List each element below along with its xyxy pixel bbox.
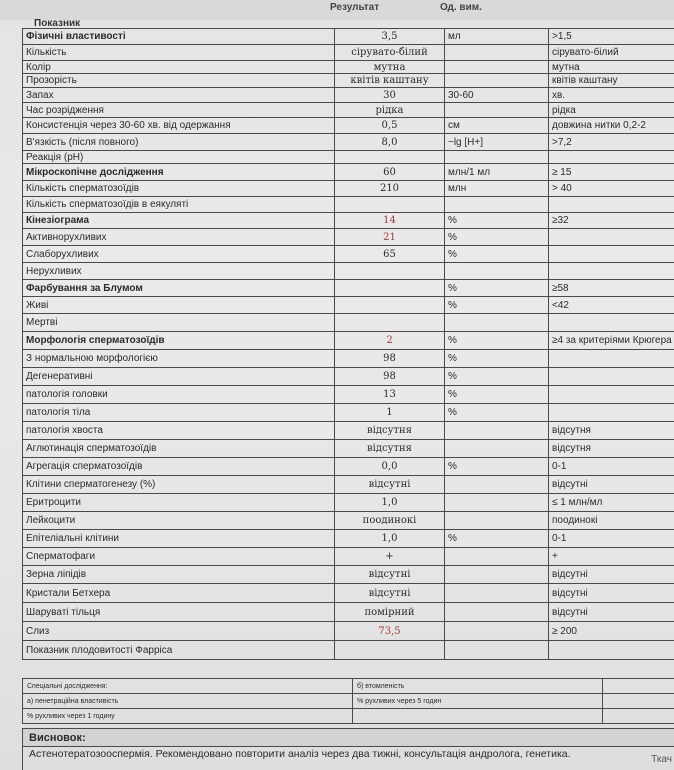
norm-cell: відсутні: [549, 584, 674, 603]
results-table: [22, 28, 674, 660]
unit-cell: %: [445, 386, 549, 404]
name: Нерухливих: [23, 263, 335, 280]
result-column-header: Результат: [330, 2, 380, 13]
norm-cell: 0-1: [549, 458, 674, 476]
name: Клітини сперматогенезу (%): [23, 476, 335, 494]
unit-cell: %: [445, 280, 549, 297]
unit-cell: %: [445, 368, 549, 386]
result-cell: 65: [335, 246, 445, 263]
table-row: [23, 263, 674, 280]
norm-cell: хв.: [549, 88, 674, 103]
unit-cell: %: [445, 229, 549, 246]
name: Агрегація сперматозоїдів: [23, 458, 335, 476]
name: Сперматофаги: [23, 548, 335, 566]
name: Дегенеративні: [23, 368, 335, 386]
norm-cell: відсутня: [549, 422, 674, 440]
table-row: [23, 74, 674, 88]
unit-cell: [445, 584, 549, 603]
table-row: [23, 566, 674, 584]
norm-cell: відсутні: [549, 476, 674, 494]
norm-cell: > 40: [549, 181, 674, 197]
unit-cell: [445, 566, 549, 584]
name: Еритроцити: [23, 494, 335, 512]
unit-cell: [445, 494, 549, 512]
table-row: [23, 548, 674, 566]
name: В'язкість (після повного): [23, 134, 335, 151]
unit-cell: [445, 422, 549, 440]
result-cell: поодинокі: [335, 512, 445, 530]
result-cell: відсутні: [335, 566, 445, 584]
table-row: [23, 151, 674, 164]
name: Живі: [23, 297, 335, 314]
table-row: [23, 530, 674, 548]
name: Колір: [23, 61, 335, 74]
unit-cell: −lg [H+]: [445, 134, 549, 151]
empty-cell: [603, 694, 674, 709]
name: Епітеліальні клітини: [23, 530, 335, 548]
norm-cell: [549, 314, 674, 332]
result-cell: 21: [335, 229, 445, 246]
name: З нормальною морфологією: [23, 350, 335, 368]
table-row: [23, 512, 674, 530]
norm-cell: [549, 404, 674, 422]
result-cell: 0,0: [335, 458, 445, 476]
empty-cell: [603, 679, 674, 694]
table-row: [23, 622, 674, 641]
table-row: [23, 422, 674, 440]
table-row: [23, 213, 674, 229]
result-cell: помірний: [335, 603, 445, 622]
unit-cell: [445, 74, 549, 88]
result-cell: 73,5: [335, 622, 445, 641]
name: Слиз: [23, 622, 335, 641]
result-cell: мутна: [335, 61, 445, 74]
norm-cell: <42: [549, 297, 674, 314]
result-cell: [335, 297, 445, 314]
name: патологія головки: [23, 386, 335, 404]
unit-cell: [445, 440, 549, 458]
norm-cell: мутна: [549, 61, 674, 74]
result-cell: відсутня: [335, 422, 445, 440]
empty-cell: [353, 709, 603, 724]
table-row: [23, 584, 674, 603]
norm-cell: [549, 229, 674, 246]
result-cell: 2: [335, 332, 445, 350]
name: Аглютинація сперматозоїдів: [23, 440, 335, 458]
result-cell: 1,0: [335, 530, 445, 548]
unit-cell: 30-60: [445, 88, 549, 103]
conclusion-label: Висновок:: [22, 728, 674, 747]
norm-cell: ≤ 1 млн/мл: [549, 494, 674, 512]
result-cell: [335, 280, 445, 297]
unit-cell: %: [445, 246, 549, 263]
name: Зерна ліпідів: [23, 566, 335, 584]
result-cell: квітів каштану: [335, 74, 445, 88]
norm-cell: >1,5: [549, 29, 674, 45]
norm-cell: ≥4 за критеріями Крюгера: [549, 332, 674, 350]
norm-cell: відсутні: [549, 566, 674, 584]
unit-cell: [445, 476, 549, 494]
result-cell: відсутні: [335, 476, 445, 494]
norm-cell: поодинокі: [549, 512, 674, 530]
name: Мікроскопічне дослідження: [23, 164, 335, 181]
table-row: [23, 641, 674, 660]
table-row: [23, 29, 674, 45]
table-row: [23, 118, 674, 134]
name: Кількість сперматозоїдів в еякуляті: [23, 197, 335, 213]
unit-cell: %: [445, 213, 549, 229]
norm-cell: [549, 641, 674, 660]
name: Мертві: [23, 314, 335, 332]
result-cell: сірувато-білий: [335, 45, 445, 61]
unit-cell: млн: [445, 181, 549, 197]
motile-1h-label: % рухливих через 1 годину: [23, 709, 353, 724]
unit-cell: %: [445, 404, 549, 422]
unit-cell: [445, 103, 549, 118]
table-row: [23, 45, 674, 61]
norm-cell: відсутня: [549, 440, 674, 458]
norm-cell: >7,2: [549, 134, 674, 151]
motile-5h-label: % рухливих через 5 годин: [353, 694, 603, 709]
name: Кристали Бетхера: [23, 584, 335, 603]
unit-cell: [445, 45, 549, 61]
name: патологія тіла: [23, 404, 335, 422]
norm-cell: +: [549, 548, 674, 566]
name: Показник плодовитості Фарріса: [23, 641, 335, 660]
result-cell: 1,0: [335, 494, 445, 512]
table-row: [23, 181, 674, 197]
result-cell: 3,5: [335, 29, 445, 45]
name: Морфологія сперматозоїдів: [23, 332, 335, 350]
norm-cell: [549, 386, 674, 404]
table-row: [23, 368, 674, 386]
table-row: [23, 314, 674, 332]
conclusion-text: Астенотератозооспермія. Рекомендовано повторити аналіз через два тижні, консультація андролога, генетика.: [22, 746, 674, 770]
result-cell: 210: [335, 181, 445, 197]
result-cell: 98: [335, 350, 445, 368]
table-row: [23, 458, 674, 476]
result-cell: 8,0: [335, 134, 445, 151]
table-row: [23, 164, 674, 181]
name: Шаруваті тільця: [23, 603, 335, 622]
table-row: [23, 603, 674, 622]
name: Кількість: [23, 45, 335, 61]
result-cell: рідка: [335, 103, 445, 118]
name: патологія хвоста: [23, 422, 335, 440]
result-cell: відсутні: [335, 584, 445, 603]
unit-cell: %: [445, 297, 549, 314]
unit-cell: [445, 622, 549, 641]
norm-cell: [549, 246, 674, 263]
fatigue-label: б) втомленість: [353, 679, 603, 694]
table-row: [23, 103, 674, 118]
unit-cell: %: [445, 530, 549, 548]
result-cell: 0,5: [335, 118, 445, 134]
result-cell: 60: [335, 164, 445, 181]
norm-cell: відсутні: [549, 603, 674, 622]
unit-cell: [445, 641, 549, 660]
norm-cell: [549, 368, 674, 386]
table-row: [23, 134, 674, 151]
name: Запах: [23, 88, 335, 103]
penetration-label: а) пенетраційна властивість: [23, 694, 353, 709]
name: Прозорість: [23, 74, 335, 88]
result-cell: [335, 197, 445, 213]
norm-cell: [549, 350, 674, 368]
unit-cell: [445, 548, 549, 566]
norm-cell: [549, 197, 674, 213]
result-cell: 30: [335, 88, 445, 103]
result-cell: 98: [335, 368, 445, 386]
result-cell: 13: [335, 386, 445, 404]
table-row: [23, 332, 674, 350]
result-cell: 1: [335, 404, 445, 422]
unit-column-header: Од. вим.: [440, 2, 482, 13]
unit-cell: [445, 61, 549, 74]
norm-cell: ≥32: [549, 213, 674, 229]
norm-cell: ≥58: [549, 280, 674, 297]
name: Активнорухливих: [23, 229, 335, 246]
result-cell: [335, 263, 445, 280]
norm-cell: сірувато-білий: [549, 45, 674, 61]
fold-text: Ткач: [651, 754, 672, 765]
result-cell: [335, 151, 445, 164]
table-row: [23, 386, 674, 404]
unit-cell: %: [445, 458, 549, 476]
unit-cell: млн/1 мл: [445, 164, 549, 181]
norm-cell: [549, 151, 674, 164]
unit-cell: [445, 603, 549, 622]
unit-cell: [445, 151, 549, 164]
result-cell: відсутня: [335, 440, 445, 458]
unit-cell: [445, 512, 549, 530]
table-row: [23, 61, 674, 74]
unit-cell: %: [445, 350, 549, 368]
norm-cell: 0-1: [549, 530, 674, 548]
name: Реакція (pH): [23, 151, 335, 164]
norm-cell: рідка: [549, 103, 674, 118]
norm-cell: ≥ 15: [549, 164, 674, 181]
special-tests-table: [22, 678, 674, 724]
special-title: Спеціальні дослідження:: [23, 679, 353, 694]
table-row: [23, 197, 674, 213]
table-row: [23, 440, 674, 458]
table-row: [23, 350, 674, 368]
table-row: [23, 476, 674, 494]
unit-cell: %: [445, 332, 549, 350]
result-cell: 14: [335, 213, 445, 229]
name: Час розрідження: [23, 103, 335, 118]
table-row: [23, 404, 674, 422]
unit-cell: [445, 263, 549, 280]
table-row: [23, 494, 674, 512]
name: Фарбування за Блумом: [23, 280, 335, 297]
name: Консистенція через 30-60 хв. від одержання: [23, 118, 335, 134]
unit-cell: см: [445, 118, 549, 134]
table-row: [23, 246, 674, 263]
table-row: [23, 297, 674, 314]
table-row: [23, 280, 674, 297]
norm-cell: [549, 263, 674, 280]
unit-cell: [445, 197, 549, 213]
norm-cell: ≥ 200: [549, 622, 674, 641]
unit-cell: [445, 314, 549, 332]
unit-cell: мл: [445, 29, 549, 45]
table-title: Показник: [34, 18, 81, 29]
result-cell: +: [335, 548, 445, 566]
empty-cell: [603, 709, 674, 724]
name: Кількість сперматозоїдів: [23, 181, 335, 197]
norm-cell: довжина нитки 0,2-2: [549, 118, 674, 134]
norm-cell: квітів каштану: [549, 74, 674, 88]
name: Лейкоцити: [23, 512, 335, 530]
result-cell: [335, 641, 445, 660]
table-row: [23, 88, 674, 103]
table-row: [23, 229, 674, 246]
name: Слаборухливих: [23, 246, 335, 263]
name: Фізичні властивості: [23, 29, 335, 45]
result-cell: [335, 314, 445, 332]
name: Кінезіограма: [23, 213, 335, 229]
